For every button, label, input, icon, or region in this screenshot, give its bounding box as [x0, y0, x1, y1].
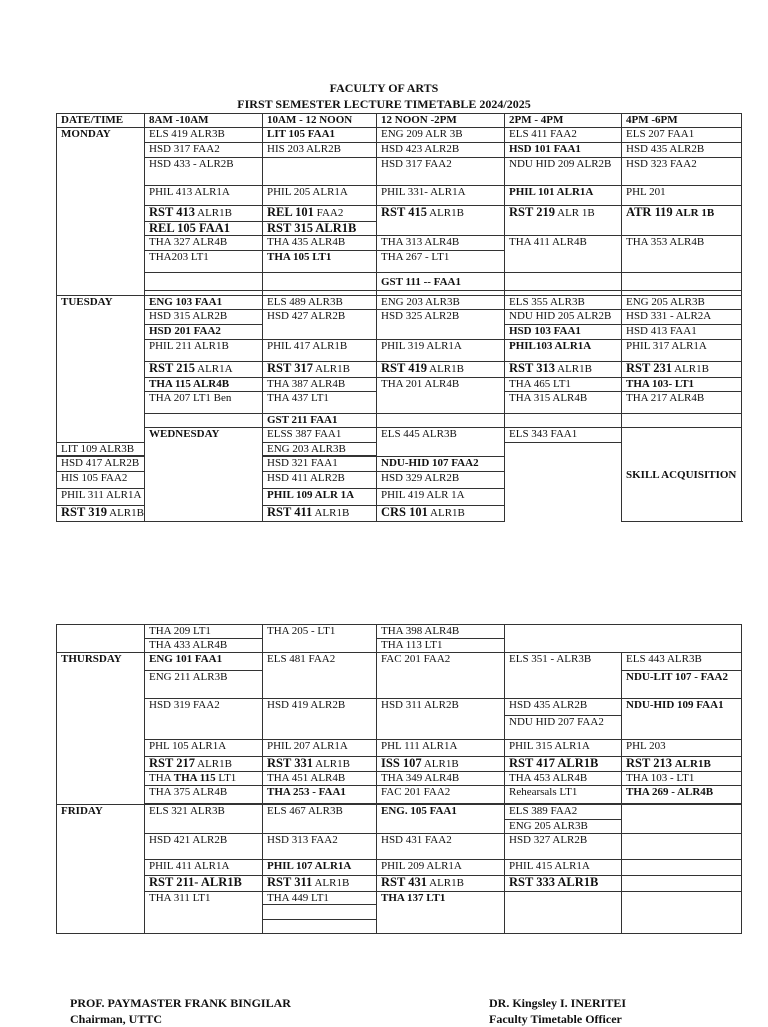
- table-row: [57, 340, 742, 362]
- signature-left: [70, 995, 291, 1027]
- cell: ENG. 105 FAA1: [377, 805, 505, 834]
- table-row: [57, 158, 742, 186]
- cell: ELS 355 ALR3B: [505, 296, 622, 310]
- cell: HSD 413 FAA1: [622, 325, 742, 340]
- cell: THA 311 LT1: [145, 892, 263, 934]
- cell: RST 317 ALR1B: [263, 362, 377, 378]
- cell: HSD 201 FAA2: [145, 325, 263, 340]
- cell: PHIL 319 ALR1A: [377, 340, 505, 362]
- cell: NDU HID 205 ALR2B: [505, 310, 622, 325]
- cell: HIS 105 FAA2: [57, 472, 145, 489]
- cell: [622, 414, 742, 428]
- cell: THA 267 - LT1: [377, 251, 505, 273]
- cell: NDU-HID 107 FAA2: [377, 457, 505, 472]
- signatory-name: DR. Kingsley I. INERITEI: [489, 996, 627, 1010]
- table-row: [57, 805, 742, 820]
- cell: ELS 419 ALR3B: [145, 128, 263, 143]
- table-row: [57, 414, 742, 428]
- cell: HIS 203 ALR2B: [263, 143, 377, 158]
- cell: NDU-HID 109 FAA1: [622, 699, 742, 740]
- cell: GST 111 -- FAA1: [377, 273, 505, 291]
- day-thursday: THURSDAY: [57, 653, 145, 805]
- skill-acquisition: SKILL ACQUISITION: [622, 428, 742, 522]
- cell: PHIL 207 ALR1A: [263, 740, 377, 757]
- table-row: [57, 186, 742, 206]
- cell: ELSS 387 FAA1: [263, 428, 377, 443]
- cell: HSD 103 FAA1: [505, 325, 622, 340]
- day-wednesday: WEDNESDAY: [145, 428, 263, 522]
- cell: PHIL 109 ALR 1A: [263, 489, 377, 506]
- table-row: [57, 740, 742, 757]
- signature-right: [489, 995, 626, 1027]
- cell: [505, 625, 742, 653]
- cell: [505, 273, 622, 291]
- cell: ELS 443 ALR3B: [622, 653, 742, 671]
- table-row: [57, 273, 742, 291]
- cell: THA 103 - LT1: [622, 772, 742, 786]
- cell: RST 315 ALR1B: [263, 222, 377, 236]
- cell: PHIL 331- ALR1A: [377, 186, 505, 206]
- faculty-title: FACULTY OF ARTS: [329, 81, 439, 95]
- cell: HSD 431 FAA2: [377, 834, 505, 860]
- cell: THA 387 ALR4B: [263, 378, 377, 392]
- cell: ENG 211 ALR3B: [145, 671, 263, 699]
- col-header: 10AM - 12 NOON: [263, 114, 377, 128]
- cell: [622, 860, 742, 876]
- cell: RST 413 ALR1B: [145, 206, 263, 222]
- cell: CRS 101 ALR1B: [377, 506, 505, 522]
- cell: ELS 343 FAA1: [505, 428, 622, 443]
- cell: FAC 201 FAA2: [377, 653, 505, 699]
- cell: Rehearsals LT1: [505, 786, 622, 804]
- cell: THA 465 LT1: [505, 378, 622, 392]
- cell: RST 333 ALR1B: [505, 876, 622, 892]
- cell: THA 433 ALR4B: [145, 639, 263, 653]
- cell: THA THA 115 LT1: [145, 772, 263, 786]
- cell: [505, 892, 622, 934]
- cell: RST 231 ALR1B: [622, 362, 742, 378]
- cell: RST 419 ALR1B: [377, 362, 505, 378]
- col-header: 8AM -10AM: [145, 114, 263, 128]
- cell: HSD 423 ALR2B: [377, 143, 505, 158]
- cell: THA 398 ALR4B: [377, 625, 505, 639]
- cell: [263, 273, 377, 291]
- cell: PHIL 107 ALR1A: [263, 860, 377, 876]
- cell: PHIL 415 ALR1A: [505, 860, 622, 876]
- table-row: [57, 699, 742, 716]
- cell: THA203 LT1: [145, 251, 263, 273]
- table-row: [57, 206, 742, 222]
- signatory-role: Chairman, UTTC: [70, 1012, 163, 1026]
- cell: ATR 119 ALR 1B: [622, 206, 742, 236]
- cell: [263, 905, 377, 920]
- cell: PHIL 411 ALR1A: [145, 860, 263, 876]
- cell: HSD 435 ALR2B: [505, 699, 622, 716]
- col-header: 4PM -6PM: [622, 114, 742, 128]
- cell: PHIL103 ALR1A: [505, 340, 622, 362]
- cell: [263, 920, 377, 934]
- cell: ENG 101 FAA1: [145, 653, 263, 671]
- cell: ELS 489 ALR3B: [263, 296, 377, 310]
- cell: THA 435 ALR4B: [263, 236, 377, 251]
- cell: PHL 105 ALR1A: [145, 740, 263, 757]
- cell: NDU-LIT 107 - FAA2: [622, 671, 742, 699]
- cell: ENG 205 ALR3B: [505, 820, 622, 834]
- cell: [622, 876, 742, 892]
- cell: HSD 323 FAA2: [622, 158, 742, 186]
- cell: ELS 467 ALR3B: [263, 805, 377, 834]
- cell: HSD 321 FAA1: [263, 457, 377, 472]
- cell: NDU HID 209 ALR2B: [505, 158, 622, 186]
- cell: [505, 414, 622, 428]
- table-row: [57, 236, 742, 251]
- table-row: [57, 128, 742, 143]
- table-row: [57, 653, 742, 671]
- cell: PHIL 311 ALR1A: [57, 489, 145, 506]
- table-row: [57, 757, 742, 772]
- cell: PHL 111 ALR1A: [377, 740, 505, 757]
- cell: THA 449 LT1: [263, 892, 377, 905]
- table-row: [57, 428, 742, 443]
- timetable-title: FIRST SEMESTER LECTURE TIMETABLE 2024/2025: [237, 97, 531, 111]
- cell: HSD 417 ALR2B: [57, 457, 145, 472]
- cell: THA 327 ALR4B: [145, 236, 263, 251]
- cell: [57, 625, 145, 653]
- cell: PHIL 317 ALR1A: [622, 340, 742, 362]
- cell: ELS 445 ALR3B: [377, 428, 505, 457]
- cell: PHIL 101 ALR1A: [505, 186, 622, 206]
- table-row: [57, 772, 742, 786]
- cell: PHIL 419 ALR 1A: [377, 489, 505, 506]
- table-row: [57, 362, 742, 378]
- table-row: [57, 892, 742, 905]
- table-row: [57, 310, 742, 325]
- cell: RST 217 ALR1B: [145, 757, 263, 772]
- cell: THA 137 LT1: [377, 892, 505, 934]
- cell: RST 219 ALR 1B: [505, 206, 622, 236]
- cell: RST 319 ALR1B: [57, 506, 145, 522]
- cell: RST 417 ALR1B: [505, 757, 622, 772]
- cell: THA 411 ALR4B: [505, 236, 622, 273]
- cell: PHIL 413 ALR1A: [145, 186, 263, 206]
- cell: HSD 433 - ALR2B: [145, 158, 263, 186]
- cell: REL 101 FAA2: [263, 206, 377, 222]
- cell: HSD 435 ALR2B: [622, 143, 742, 158]
- cell: HSD 319 FAA2: [145, 699, 263, 740]
- cell: FAC 201 FAA2: [377, 786, 505, 804]
- cell: NDU HID 207 FAA2: [505, 716, 622, 740]
- cell: ENG 103 FAA1: [145, 296, 263, 310]
- cell: PHIL 315 ALR1A: [505, 740, 622, 757]
- cell: PHIL 417 ALR1B: [263, 340, 377, 362]
- cell: THA 105 LT1: [263, 251, 377, 273]
- cell: RST 411 ALR1B: [263, 506, 377, 522]
- cell: THA 103- LT1: [622, 378, 742, 392]
- table-row: [57, 378, 742, 392]
- cell: PHL 203: [622, 740, 742, 757]
- cell: THA 375 ALR4B: [145, 786, 263, 804]
- cell: HSD 317 FAA2: [377, 158, 505, 186]
- cell: THA 453 ALR4B: [505, 772, 622, 786]
- cell: THA 353 ALR4B: [622, 236, 742, 273]
- cell: ISS 107 ALR1B: [377, 757, 505, 772]
- cell: ELS 481 FAA2: [263, 653, 377, 699]
- cell: ELS 351 - ALR3B: [505, 653, 622, 699]
- cell: ENG 203 ALR3B: [377, 296, 505, 310]
- cell: ENG 203 ALR3B: [263, 443, 377, 456]
- cell: RST 431 ALR1B: [377, 876, 505, 892]
- header-row: [57, 114, 742, 128]
- cell: THA 349 ALR4B: [377, 772, 505, 786]
- cell: RST 415 ALR1B: [377, 206, 505, 236]
- day-monday: MONDAY: [57, 128, 145, 296]
- signatory-name: PROF. PAYMASTER FRANK BINGILAR: [70, 996, 291, 1010]
- cell: THA 205 - LT1: [263, 625, 377, 653]
- cell: ENG 205 ALR3B: [622, 296, 742, 310]
- cell: HSD 325 ALR2B: [377, 310, 505, 340]
- col-header: DATE/TIME: [57, 114, 145, 128]
- table-row: [57, 625, 742, 639]
- cell: HSD 311 ALR2B: [377, 699, 505, 740]
- cell: PHIL 205 ALR1A: [263, 186, 377, 206]
- cell: [622, 834, 742, 860]
- cell: HSD 419 ALR2B: [263, 699, 377, 740]
- cell: HSD 421 ALR2B: [145, 834, 263, 860]
- cell: THA 253 - FAA1: [263, 786, 377, 804]
- cell: ELS 389 FAA2: [505, 805, 622, 820]
- cell: [145, 414, 263, 428]
- table-row: [57, 143, 742, 158]
- cell: REL 105 FAA1: [145, 222, 263, 236]
- cell: HSD 101 FAA1: [505, 143, 622, 158]
- cell: HSD 331 - ALR2A: [622, 310, 742, 325]
- signatory-role: Faculty Timetable Officer: [489, 1012, 622, 1026]
- timetable-part-2: [56, 624, 742, 934]
- cell: THA 437 LT1: [263, 392, 377, 414]
- cell: PHIL 211 ALR1B: [145, 340, 263, 362]
- col-header: 12 NOON -2PM: [377, 114, 505, 128]
- cell: HSD 327 ALR2B: [505, 834, 622, 860]
- cell: ENG 209 ALR 3B: [377, 128, 505, 143]
- table-row: [57, 876, 742, 892]
- day-friday: FRIDAY: [57, 805, 145, 934]
- cell: LIT 105 FAA1: [263, 128, 377, 143]
- cell: RST 211- ALR1B: [145, 876, 263, 892]
- table-row: [57, 296, 742, 310]
- cell: RST 215 ALR1A: [145, 362, 263, 378]
- cell: HSD 329 ALR2B: [377, 472, 505, 489]
- cell: RST 311 ALR1B: [263, 876, 377, 892]
- day-tuesday: TUESDAY: [57, 296, 145, 443]
- cell: PHL 201: [622, 186, 742, 206]
- cell: [622, 892, 742, 934]
- col-header: 2PM - 4PM: [505, 114, 622, 128]
- cell: ELS 321 ALR3B: [145, 805, 263, 834]
- cell: [622, 805, 742, 834]
- table-row: [57, 860, 742, 876]
- cell: RST 331 ALR1B: [263, 757, 377, 772]
- cell: GST 211 FAA1: [263, 414, 377, 428]
- table-row: [57, 786, 742, 804]
- cell: [263, 158, 377, 186]
- cell: THA 209 LT1: [145, 625, 263, 639]
- cell: THA 451 ALR4B: [263, 772, 377, 786]
- cell: THA 217 ALR4B: [622, 392, 742, 414]
- timetable-part-1: [56, 113, 742, 522]
- cell: RST 213 ALR1B: [622, 757, 742, 772]
- cell: ELS 207 FAA1: [622, 128, 742, 143]
- cell: THA 115 ALR4B: [145, 378, 263, 392]
- cell: RST 313 ALR1B: [505, 362, 622, 378]
- cell: THA 207 LT1 Ben: [145, 392, 263, 414]
- cell: [377, 414, 505, 428]
- cell: THA 269 - ALR4B: [622, 786, 742, 804]
- cell: HSD 313 FAA2: [263, 834, 377, 860]
- cell: ELS 411 FAA2: [505, 128, 622, 143]
- cell: HSD 411 ALR2B: [263, 472, 377, 489]
- cell: HSD 315 ALR2B: [145, 310, 263, 325]
- cell: [622, 273, 742, 291]
- cell: THA 313 ALR4B: [377, 236, 505, 251]
- table-row: [57, 834, 742, 860]
- cell: THA 315 ALR4B: [505, 392, 622, 414]
- cell: HSD 317 FAA2: [145, 143, 263, 158]
- cell: THA 113 LT1: [377, 639, 505, 653]
- cell: LIT 109 ALR3B: [57, 443, 145, 456]
- cell: [145, 273, 263, 291]
- cell: THA 201 ALR4B: [377, 378, 505, 414]
- cell: HSD 427 ALR2B: [263, 310, 377, 340]
- cell: PHIL 209 ALR1A: [377, 860, 505, 876]
